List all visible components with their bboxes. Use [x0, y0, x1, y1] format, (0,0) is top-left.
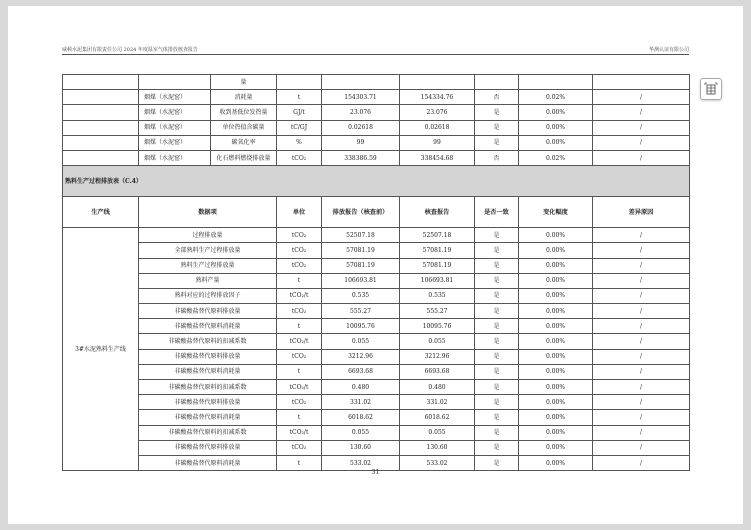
table-cell: 烟煤（水泥窑）: [139, 105, 211, 120]
table-cell: /: [593, 135, 690, 150]
table-row: [63, 75, 690, 90]
table-cell: tCO₂: [277, 440, 322, 455]
table-cell: 0.00%: [519, 380, 593, 395]
table-cell: 0.535: [400, 288, 475, 303]
table-cell: 0.00%: [519, 228, 593, 243]
table-cell: 碳氧化率: [211, 135, 277, 150]
table-cell: [400, 75, 475, 90]
table-row: [63, 135, 690, 150]
table-cell: [475, 75, 519, 90]
table-cell: 6693.68: [400, 364, 475, 379]
table-cell: 57081.19: [400, 243, 475, 258]
table-cell: 0.055: [322, 425, 400, 440]
table-cell: 非碳酸盐替代原料消耗量: [139, 410, 277, 425]
table-cell: 0.00%: [519, 243, 593, 258]
table-cell: 57081.19: [322, 258, 400, 273]
table-cell: 0.02618: [400, 120, 475, 135]
header-left-text: 威顿水泥集团有限责任公司 2024 年度温室气体排放核查报告: [62, 47, 198, 53]
table-cell: 130.60: [322, 440, 400, 455]
table-cell: 23.076: [400, 105, 475, 120]
table-cell: 0.00%: [519, 395, 593, 410]
table-cell: /: [593, 150, 690, 165]
table-cell: 0.00%: [519, 273, 593, 288]
page-number: 31: [371, 468, 380, 476]
table-cell: /: [593, 120, 690, 135]
table-cell: 3212.96: [322, 349, 400, 364]
table-cell: 否: [475, 150, 519, 165]
table-cell: 0.480: [322, 380, 400, 395]
table-cell: [139, 75, 211, 90]
table-cell: 154334.76: [400, 90, 475, 105]
table-cell: t: [277, 90, 322, 105]
table-row: [63, 243, 690, 258]
table-cell: 非碳酸盐替代原料消耗量: [139, 455, 277, 470]
table-cell: 烟煤（水泥窑）: [139, 120, 211, 135]
table-cell: [63, 150, 139, 165]
table-view-icon: [704, 82, 718, 96]
table-cell: 0.00%: [519, 258, 593, 273]
table-cell: tCO₂: [277, 349, 322, 364]
table-cell: /: [593, 105, 690, 120]
table-cell: 0.00%: [519, 440, 593, 455]
table-cell: [63, 105, 139, 120]
header-right-text: 华测认证有限公司: [648, 47, 689, 53]
table-cell: 是: [475, 319, 519, 334]
clinker-process-rows: [63, 228, 690, 471]
col-header-line: 生产线: [63, 197, 139, 228]
table-cell: 338386.59: [322, 150, 400, 165]
fuel-combustion-rows: [63, 75, 690, 166]
table-cell: /: [593, 304, 690, 319]
table-cell: 熟料产量: [139, 273, 277, 288]
table-cell: 0.00%: [519, 425, 593, 440]
table-cell: tCO₂/t: [277, 425, 322, 440]
table-cell: 0.00%: [519, 120, 593, 135]
table-cell: t: [277, 319, 322, 334]
table-cell: 154303.71: [322, 90, 400, 105]
table-cell: 338454.68: [400, 150, 475, 165]
table-cell: 57081.19: [322, 243, 400, 258]
table-cell: 0.00%: [519, 288, 593, 303]
section-title: 熟料生产过程排放表（C.4）: [63, 166, 690, 197]
table-cell: [322, 75, 400, 90]
table-cell: [63, 120, 139, 135]
table-cell: 烟煤（水泥窑）: [139, 135, 211, 150]
table-cell: [63, 90, 139, 105]
table-cell: 6018.62: [400, 410, 475, 425]
table-cell: 57081.19: [400, 258, 475, 273]
table-cell: 非碳酸盐替代原料排放量: [139, 349, 277, 364]
table-cell: t: [277, 273, 322, 288]
table-cell: 非碳酸盐替代原料消耗量: [139, 319, 277, 334]
table-cell: 是: [475, 243, 519, 258]
table-cell: /: [593, 425, 690, 440]
table-row: [63, 319, 690, 334]
col-header-reason: 差异原因: [593, 197, 690, 228]
table-cell: /: [593, 90, 690, 105]
column-header-row: [63, 197, 690, 228]
table-cell: 化石燃料燃烧排放量: [211, 150, 277, 165]
col-header-change: 变化幅度: [519, 197, 593, 228]
table-cell: 是: [475, 135, 519, 150]
table-cell: /: [593, 455, 690, 470]
table-cell: 0.00%: [519, 455, 593, 470]
table-cell: 是: [475, 440, 519, 455]
table-cell: 106693.81: [322, 273, 400, 288]
table-cell: tCO₂/t: [277, 288, 322, 303]
table-cell: 是: [475, 258, 519, 273]
table-row: [63, 120, 690, 135]
col-header-unit: 单位: [277, 197, 322, 228]
table-cell: 0.02%: [519, 90, 593, 105]
table-cell: tCO₂: [277, 304, 322, 319]
table-cell: 6693.68: [322, 364, 400, 379]
table-row: [63, 410, 690, 425]
table-cell: 555.27: [322, 304, 400, 319]
table-cell: 收到基低位发热量: [211, 105, 277, 120]
table-cell: 0.00%: [519, 105, 593, 120]
table-cell: 52507.18: [322, 228, 400, 243]
table-cell: /: [593, 334, 690, 349]
table-cell: 烟煤（水泥窑）: [139, 150, 211, 165]
table-cell: 0.02618: [322, 120, 400, 135]
table-row: [63, 380, 690, 395]
table-cell: tCO₂: [277, 243, 322, 258]
table-cell: tC/GJ: [277, 120, 322, 135]
col-header-verified: 核查报告: [400, 197, 475, 228]
table-row: [63, 395, 690, 410]
table-cell: 3212.96: [400, 349, 475, 364]
table-cell: 0.00%: [519, 319, 593, 334]
table-cell: /: [593, 410, 690, 425]
table-cell: 0.055: [322, 334, 400, 349]
table-row: [63, 440, 690, 455]
table-cell: 是: [475, 105, 519, 120]
table-cell: /: [593, 349, 690, 364]
table-cell: 0.00%: [519, 304, 593, 319]
emission-table: [62, 74, 690, 471]
table-cell: 23.076: [322, 105, 400, 120]
table-cell: tCO₂: [277, 228, 322, 243]
table-cell: /: [593, 319, 690, 334]
table-cell: 0.055: [400, 425, 475, 440]
table-row: [63, 304, 690, 319]
table-cell: 是: [475, 410, 519, 425]
table-cell: [63, 135, 139, 150]
table-cell: 单位热值含碳量: [211, 120, 277, 135]
table-cell: 非碳酸盐替代原料排放量: [139, 395, 277, 410]
table-cell: GJ/t: [277, 105, 322, 120]
table-row: [63, 90, 690, 105]
table-cell: [593, 75, 690, 90]
table-cell: 是: [475, 380, 519, 395]
table-cell: 是: [475, 455, 519, 470]
table-cell: 99: [322, 135, 400, 150]
table-row: [63, 150, 690, 165]
table-cell: t: [277, 364, 322, 379]
table-cell: 0.00%: [519, 334, 593, 349]
table-cell: %: [277, 135, 322, 150]
table-cell: 非碳酸盐替代原料的扣减系数: [139, 380, 277, 395]
table-cell: 是: [475, 304, 519, 319]
table-cell: 0.055: [400, 334, 475, 349]
table-cell: 130.60: [400, 440, 475, 455]
table-cell: 全部熟料生产过程排放量: [139, 243, 277, 258]
table-cell: /: [593, 288, 690, 303]
table-cell: 是: [475, 364, 519, 379]
table-cell: 52507.18: [400, 228, 475, 243]
table-cell: [519, 75, 593, 90]
table-cell: /: [593, 228, 690, 243]
table-cell: 533.02: [322, 455, 400, 470]
table-cell: [63, 75, 139, 90]
table-cell: t: [277, 410, 322, 425]
table-row: [63, 228, 690, 243]
production-line-label: 3#水泥熟料生产线: [63, 228, 139, 471]
table-cell: 消耗量: [211, 90, 277, 105]
table-cell: 量: [211, 75, 277, 90]
table-cell: 是: [475, 273, 519, 288]
table-cell: 99: [400, 135, 475, 150]
table-cell: t: [277, 455, 322, 470]
table-cell: 烟煤（水泥窑）: [139, 90, 211, 105]
table-cell: 否: [475, 90, 519, 105]
table-view-button[interactable]: [700, 78, 722, 100]
table-cell: 533.02: [400, 455, 475, 470]
table-cell: 331.02: [400, 395, 475, 410]
table-cell: tCO₂: [277, 150, 322, 165]
table-cell: 非碳酸盐替代原料的扣减系数: [139, 425, 277, 440]
table-cell: tCO₂: [277, 258, 322, 273]
table-cell: 331.02: [322, 395, 400, 410]
table-row: [63, 334, 690, 349]
table-cell: 非碳酸盐替代原料排放量: [139, 440, 277, 455]
table-cell: 10095.76: [400, 319, 475, 334]
table-cell: 10095.76: [322, 319, 400, 334]
table-cell: /: [593, 440, 690, 455]
table-cell: /: [593, 395, 690, 410]
table-cell: 非碳酸盐替代原料的扣减系数: [139, 334, 277, 349]
table-cell: 0.00%: [519, 364, 593, 379]
table-row: [63, 288, 690, 303]
table-cell: 555.27: [400, 304, 475, 319]
table-cell: 6018.62: [322, 410, 400, 425]
table-row: [63, 425, 690, 440]
table-cell: 是: [475, 288, 519, 303]
table-cell: 过程排放量: [139, 228, 277, 243]
table-cell: 0.535: [322, 288, 400, 303]
page-header: [62, 44, 689, 55]
col-header-consistent: 是否一致: [475, 197, 519, 228]
table-cell: 熟料生产过程排放量: [139, 258, 277, 273]
table-cell: 熟料对应的过程排放因子: [139, 288, 277, 303]
table-row: [63, 364, 690, 379]
table-cell: 0.480: [400, 380, 475, 395]
table-cell: tCO₂/t: [277, 380, 322, 395]
table-cell: /: [593, 364, 690, 379]
table-cell: tCO₂: [277, 395, 322, 410]
table-cell: 0.00%: [519, 135, 593, 150]
table-cell: /: [593, 273, 690, 288]
table-row: [63, 273, 690, 288]
table-cell: tCO₂/t: [277, 334, 322, 349]
table-cell: 106693.81: [400, 273, 475, 288]
table-cell: 非碳酸盐替代原料消耗量: [139, 364, 277, 379]
col-header-item: 数据项: [139, 197, 277, 228]
section-title-row: [63, 166, 690, 197]
table-cell: 非碳酸盐替代原料排放量: [139, 304, 277, 319]
table-cell: 是: [475, 228, 519, 243]
table-cell: [277, 75, 322, 90]
table-cell: /: [593, 380, 690, 395]
table-cell: 是: [475, 425, 519, 440]
table-row: [63, 258, 690, 273]
table-cell: 0.00%: [519, 410, 593, 425]
table-cell: /: [593, 243, 690, 258]
table-cell: /: [593, 258, 690, 273]
table-cell: 是: [475, 395, 519, 410]
col-header-reported: 排放报告（核查前）: [322, 197, 400, 228]
table-cell: 0.00%: [519, 349, 593, 364]
table-cell: 是: [475, 120, 519, 135]
table-cell: 是: [475, 349, 519, 364]
table-cell: 是: [475, 334, 519, 349]
table-row: [63, 105, 690, 120]
table-cell: 0.02%: [519, 150, 593, 165]
table-row: [63, 349, 690, 364]
